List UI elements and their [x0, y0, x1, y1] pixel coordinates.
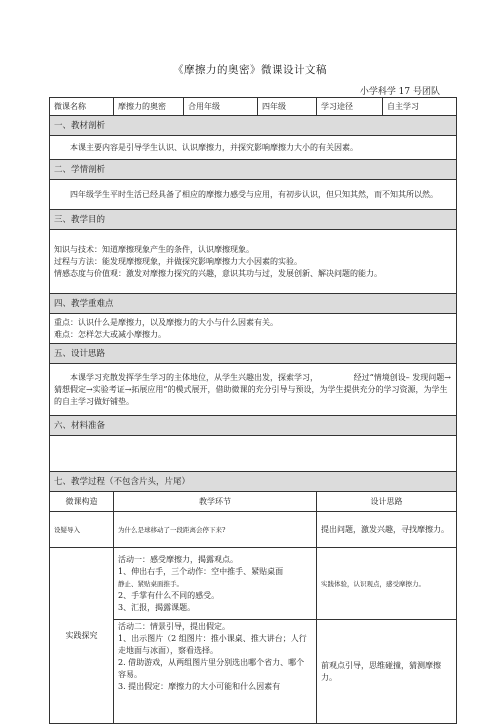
header-cell-label: 合用年级 [184, 98, 258, 116]
section-body [50, 364, 457, 416]
header-row [50, 98, 457, 116]
section-body [50, 314, 457, 344]
section-title: 六、材料准备 [50, 416, 457, 436]
materials-empty-cell [50, 436, 457, 472]
column-header: 教学环节 [114, 492, 317, 512]
section-title: 五、设计思路 [50, 344, 457, 364]
process-row [50, 548, 457, 620]
key-point-line: 重点：认识什么是摩擦力，以及摩擦力的大小与什么因素有关。 [54, 317, 278, 327]
section-title: 二、学情剖析 [50, 160, 457, 180]
section-header [50, 210, 457, 230]
section-header [50, 116, 457, 136]
header-cell-label: 微课名称 [50, 98, 114, 116]
objective-line: 过程与方法：能发现摩擦现象，并做探究影响摩擦力大小因素的实验。 [54, 256, 302, 266]
step-line: 1、出示图片（2 组图片：推小课桌、推大讲台；人行走地面与冰面），察看选择。 [118, 634, 307, 655]
section-text: 本课主要内容是引导学生认识、认识摩擦力，并探究影响摩擦力大小的有关因素。 [50, 136, 457, 160]
section-title: 三、教学目的 [50, 210, 457, 230]
section-content [50, 314, 457, 344]
section-header [50, 160, 457, 180]
section-header [50, 344, 457, 364]
section-text: 四年级学生平时生活已经具备了相应的摩擦力感受与应用，有初步认识，但只知其然，而不知其所以然。 [50, 180, 457, 210]
process-header-row [50, 492, 457, 512]
section-body-empty [50, 436, 457, 472]
header-cell-value: 四年级 [258, 98, 317, 116]
section-header [50, 472, 457, 492]
key-point-line: 难点：怎样怎大或减小摩擦力。 [54, 329, 166, 339]
step-line: 2. 借助游戏，从两组图片里分别选出哪个省力、哪个容易。 [118, 658, 305, 679]
header-cell-label: 学习途径 [317, 98, 383, 116]
process-idea: 提出问题，激发兴趣，寻找摩擦力。 [317, 512, 457, 548]
step-line: 2、手掌有什么不同的感受。 [118, 590, 220, 600]
objective-line: 知识与技术：知道摩擦现象产生的条件，认识摩擦现象。 [54, 244, 254, 254]
process-idea: 前观点引导，思维碰撞，猜测摩擦力。 [317, 620, 457, 724]
process-part: 设疑导入 [50, 512, 114, 548]
section-text: 本课学习充散发挥学生学习的主体地位，从学生兴趣出发，探索学习， 经过“情境创设– 发现问题→猜想假定→实验考证→拓展应用”的模式展开，借助微课的充分引导与预设，为学生提供充分的学习资源，为学生的自主学习做好铺垫。 [50, 364, 457, 416]
objective-line: 情感态度与价值观：激发对摩擦力探究的兴趣，意识其功与过，发展创新、解决问题的能力。 [54, 268, 382, 278]
section-title: 四、教学重难点 [50, 294, 457, 314]
section-body [50, 230, 457, 294]
step-line: 静止、紧贴桌面推手。 [118, 579, 183, 588]
team-label: 小学科学 17 号团队 [359, 87, 440, 97]
process-step [114, 620, 317, 724]
process-step: 为什么是球移动了一段距离会停下来? [114, 512, 317, 548]
column-header: 微课构造 [50, 492, 114, 512]
section-content [50, 230, 457, 294]
lesson-plan-table [49, 97, 457, 724]
step-line: 活动二：情景引导，提出假定。 [118, 622, 230, 631]
process-step [114, 548, 317, 620]
section-header [50, 416, 457, 436]
section-body [50, 136, 457, 160]
step-line: 1、伸出右手，三个动作：空中推手、紧贴桌面 [118, 566, 284, 576]
section-body [50, 180, 457, 210]
step-line: 3. 提出假定：摩擦力的大小可能和什么因素有 [118, 682, 281, 691]
process-part: 实践探究 [50, 548, 114, 724]
step-line: 活动一：感受摩擦力，揭露观点。 [118, 554, 238, 564]
column-header: 设计思路 [317, 492, 457, 512]
section-title: 七、教学过程（不包含片头，片尾） [50, 472, 457, 492]
step-line: 3、汇报，揭露课题。 [118, 602, 196, 612]
header-cell-value: 自主学习 [383, 98, 457, 116]
process-idea: 实践体验，认识观点，感受摩擦力。 [317, 548, 457, 620]
process-row [50, 512, 457, 548]
section-title: 一、教材剖析 [50, 116, 457, 136]
section-header [50, 294, 457, 314]
header-cell-value: 摩擦力的奥密 [114, 98, 184, 116]
document-title: 《摩擦力的奥密》微课设计文稿 [173, 64, 327, 76]
